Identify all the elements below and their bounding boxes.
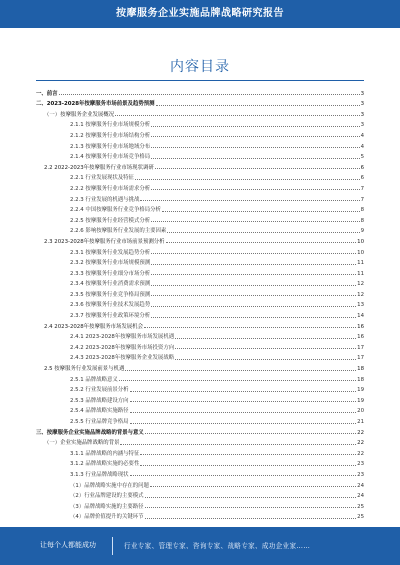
toc-entry-label: 2.3.2 按摩服务行业市场规模预测 [70,260,151,267]
toc-entry-page: 23 [357,461,364,468]
toc-entry-page: 3 [360,90,364,97]
toc-entry[interactable] [36,414,364,425]
toc-entry-label: （4）品牌价值提升的关键环节 [70,514,144,521]
footer-divider [112,537,113,555]
toc-leader-dots [151,295,356,296]
toc-entry-page: 6 [360,175,364,182]
toc-entry-label: 3.1.2 品牌战略实施的必要性 [70,461,140,468]
toc-entry[interactable] [36,266,364,277]
toc-entry-label: 2.5.2 行业发展前景分析 [70,387,129,394]
toc-entry-label: 一、前言 [36,90,58,97]
toc-entry-label: 2.1.1 按摩服务行业市场规模分析 [70,122,151,129]
toc-entry-page: 19 [357,387,364,394]
toc-entry-label: 2.2.4 中国按摩服务行业竞争格局分析 [70,207,161,214]
footer-brand: 让每个人都能成功 [40,541,96,549]
toc-leader-dots [145,433,356,434]
toc-entry[interactable] [36,478,364,489]
toc-leader-dots [151,274,356,275]
toc-leader-dots [151,317,356,318]
toc-leader-dots [120,444,356,445]
toc-entry-label: 2.2.3 行业发展的机遇与挑战 [70,196,140,203]
toc-entry-page: 17 [357,355,364,362]
toc-entry-label: 2.2.6 影响按摩服务行业发展的主要因素 [70,228,167,235]
toc-entry-label: 2.3.1 按摩服务行业发展趋势分析 [70,249,151,256]
toc-entry[interactable] [36,510,364,521]
toc-leader-dots [151,136,359,137]
toc-entry[interactable] [36,139,364,150]
toc-entry-page: 8 [360,217,364,224]
toc-entry[interactable] [36,489,364,500]
toc-entry[interactable] [36,192,364,203]
toc-entry-page: 10 [357,249,364,256]
toc-entry-label: 2.5.3 品牌战略建设方向 [70,397,129,404]
toc-entry-label: （一）企业实施品牌战略的背景 [44,440,120,447]
toc-leader-dots [140,454,356,455]
toc-entry[interactable] [36,404,364,415]
toc-entry-label: 2.4.2 2023-2028年按摩服务市场投资方向 [70,344,175,351]
toc-leader-dots [145,497,357,498]
toc-leader-dots [151,189,359,190]
toc-entry[interactable] [36,383,364,394]
toc-leader-dots [115,115,359,116]
toc-leader-dots [135,179,360,180]
toc-entry-label: 2.5 按摩服务行业发展前景与机遇 [44,366,125,373]
toc-leader-dots [130,391,357,392]
toc-leader-dots [151,158,359,159]
toc-entry[interactable] [36,150,364,161]
toc-leader-dots [130,412,357,413]
toc-entry-label: 2.3.5 按摩服务行业竞争格局预测 [70,291,151,298]
toc-entry[interactable] [36,436,364,447]
toc-entry-label: 2.2 2022-2023年按摩服务行业市场现状调研 [44,164,154,171]
toc-leader-dots [167,232,359,233]
toc-entry-label: 2.3.7 按摩服务行业政策环境分析 [70,313,151,320]
footer-tagline: 行业专家、管理专家、咨询专家、战略专家、成功企业家…… [124,542,311,550]
toc-leader-dots [151,285,356,286]
toc-heading: 内容目录 [170,59,230,75]
toc-entry[interactable] [36,361,364,372]
toc-leader-dots [166,242,357,243]
toc-leader-dots [151,147,359,148]
toc-entry-page: 8 [360,207,364,214]
toc-entry[interactable] [36,308,364,319]
toc-leader-dots [155,168,360,169]
toc-entry[interactable] [36,224,364,235]
toc-entry-label: 2.3.3 按摩服务行业细分市场分析 [70,270,151,277]
toc-entry[interactable] [36,330,364,341]
report-header [0,0,400,28]
toc-entry[interactable] [36,97,364,108]
report-footer [0,527,400,565]
toc-entry-page: 3 [360,111,364,118]
toc-entry-page: 20 [357,408,364,415]
toc-leader-dots [119,380,356,381]
toc-leader-dots [130,401,357,402]
toc-entry-label: 2.1.2 按摩服务行业市场结构分析 [70,132,151,139]
toc-entry-page: 12 [357,291,364,298]
toc-leader-dots [130,475,357,476]
toc-entry[interactable] [36,446,364,457]
toc-entry-label: （一）按摩服务企业发展概况 [44,111,115,118]
toc-entry-label: 2.2.5 按摩服务行业经营模式分析 [70,217,151,224]
toc-leader-dots [151,306,356,307]
toc-entry[interactable] [36,160,364,171]
toc-entry-label: 2.1.4 按摩服务行业市场竞争格局 [70,154,151,161]
toc-entry-page: 24 [357,482,364,489]
toc-entry[interactable] [36,171,364,182]
toc-entry-page: 3 [360,101,364,108]
toc-entry-label: 3.1.3 行业品牌战略现状 [70,471,129,478]
toc-entry-label: 2.5.5 行业品牌竞争格局 [70,419,129,425]
toc-entry-label: （1）品牌战略实施中存在的问题 [70,482,149,489]
toc-entry-page: 4 [360,143,364,150]
toc-entry[interactable] [36,319,364,330]
toc-entry[interactable] [36,256,364,267]
toc-entry[interactable] [36,107,364,118]
toc-entry-page: 25 [357,503,364,510]
toc-entry-page: 17 [357,344,364,351]
toc-leader-dots [140,200,359,201]
toc-entry[interactable] [36,213,364,224]
toc-entry[interactable] [36,425,364,436]
toc-entry-label: 3.1.1 品牌战略的内涵与特征 [70,450,140,457]
toc-entry-page: 25 [357,514,364,521]
toc-entry-page: 14 [357,313,364,320]
toc-entry-page: 21 [357,419,364,425]
toc-leader-dots [145,507,357,508]
toc-entry-page: 11 [357,260,364,267]
toc-entry-label: 2.5.1 品牌战略意义 [70,376,118,383]
toc-entry-page: 5 [360,154,364,161]
table-of-contents [36,86,364,520]
toc-entry-page: 10 [357,238,364,245]
toc-leader-dots [151,264,356,265]
toc-entry-page: 4 [360,132,364,139]
toc-leader-dots [140,465,356,466]
toc-entry-page: 18 [357,366,364,373]
toc-entry-label: 2.2.1 行业发展现状及特征 [70,175,134,182]
toc-entry[interactable] [36,128,364,139]
toc-entry[interactable] [36,245,364,256]
toc-entry-page: 18 [357,376,364,383]
toc-entry-label: （3）品牌战略实施的主要路径 [70,503,144,510]
toc-leader-dots [151,126,359,127]
toc-entry-page: 12 [357,281,364,288]
toc-entry-page: 22 [357,440,364,447]
toc-entry-page: 3 [360,122,364,129]
toc-entry-page: 24 [357,493,364,500]
toc-entry-page: 13 [357,302,364,309]
toc-entry[interactable] [36,393,364,404]
toc-leader-dots [151,253,356,254]
toc-entry[interactable] [36,298,364,309]
toc-entry-page: 23 [357,471,364,478]
toc-entry-page: 22 [357,450,364,457]
toc-entry-label: 2.4.3 2023-2028年按摩服务企业发展战略 [70,355,175,362]
toc-leader-dots [175,348,356,349]
toc-entry-label: 二、2023-2028年按摩服务市场前景及趋势预测 [36,101,155,108]
toc-entry[interactable] [36,203,364,214]
report-title: 按摩服务企业实施品牌战略研究报告 [116,8,284,19]
toc-entry[interactable] [36,277,364,288]
toc-entry-label: 2.4.1 2023-2028年按摩服务市场发展机遇 [70,334,175,341]
toc-leader-dots [125,370,356,371]
toc-entry[interactable] [36,86,364,97]
toc-entry[interactable] [36,499,364,510]
toc-leader-dots [130,423,357,424]
toc-leader-dots [162,211,360,212]
toc-divider [36,80,364,81]
toc-entry-page: 7 [360,196,364,203]
toc-entry-page: 11 [357,270,364,277]
toc-entry-page: 16 [357,334,364,341]
toc-entry[interactable] [36,457,364,468]
toc-entry-page: 6 [360,164,364,171]
toc-leader-dots [59,94,360,95]
toc-entry-page: 22 [357,429,364,436]
toc-entry-label: 2.3 2023-2028年按摩服务行业市场前景预测分析 [44,238,165,245]
toc-entry-page: 19 [357,397,364,404]
toc-entry-page: 7 [360,185,364,192]
toc-entry-label: 2.1.3 按摩服务行业市场地域分布 [70,143,151,150]
toc-entry[interactable] [36,287,364,298]
toc-entry-label: 三、按摩服务企业实施品牌战略的背景与意义 [36,429,144,436]
toc-leader-dots [145,518,357,519]
toc-leader-dots [175,359,356,360]
toc-entry[interactable] [36,372,364,383]
toc-entry-label: 2.5.4 品牌战略实施路径 [70,408,129,415]
toc-entry[interactable] [36,234,364,245]
toc-leader-dots [175,338,356,339]
toc-entry-label: 2.3.4 按摩服务行业消费需求预测 [70,281,151,288]
toc-entry-label: 2.2.2 按摩服务行业市场需求分析 [70,185,151,192]
toc-entry-page: 9 [360,228,364,235]
toc-entry[interactable] [36,340,364,351]
toc-entry-label: （2）行业品牌建设的主要模式 [70,493,144,500]
toc-entry-label: 2.3.6 按摩服务行业技术发展趋势 [70,302,151,309]
toc-leader-dots [151,221,359,222]
toc-entry[interactable] [36,467,364,478]
toc-entry[interactable] [36,351,364,362]
toc-entry[interactable] [36,118,364,129]
toc-leader-dots [144,327,356,328]
toc-entry[interactable] [36,181,364,192]
toc-entry-label: 2.4 2023-2028年按摩服务市场发展机会 [44,323,143,330]
toc-leader-dots [156,105,360,106]
toc-leader-dots [150,486,356,487]
toc-entry-page: 16 [357,323,364,330]
